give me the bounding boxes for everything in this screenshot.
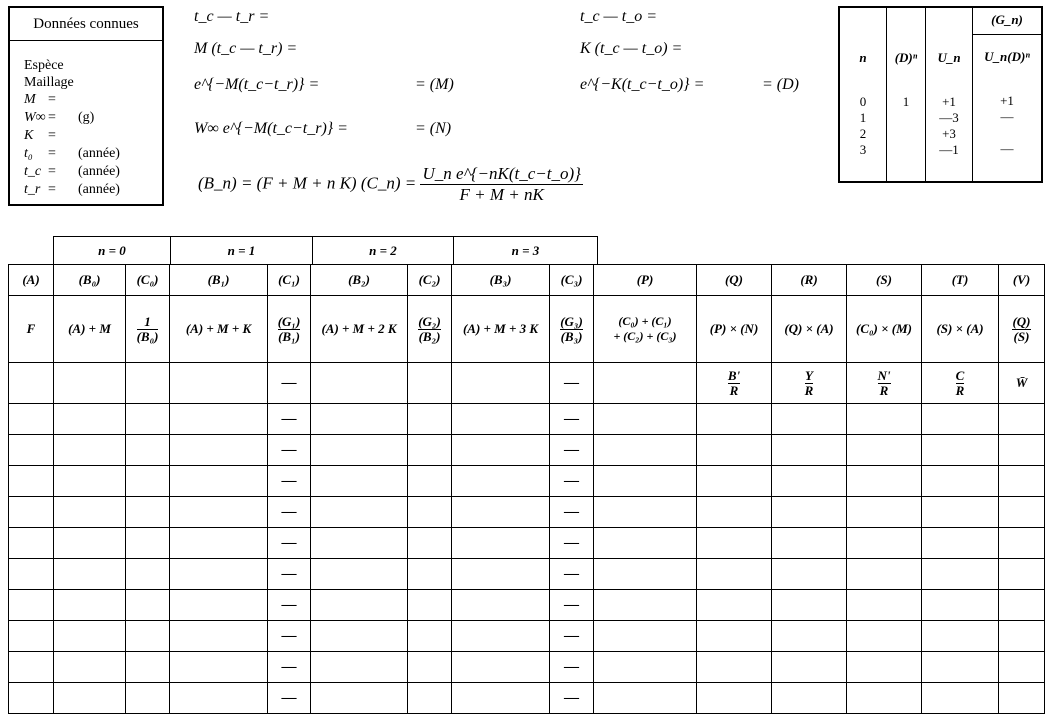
table-cell[interactable] (847, 404, 922, 435)
table-row (9, 466, 1045, 497)
column-label: (C₀) (126, 265, 170, 296)
table-cell[interactable]: — (550, 590, 594, 621)
table-row (9, 404, 1045, 435)
table-cell[interactable] (126, 621, 170, 652)
table-cell[interactable]: — (268, 621, 311, 652)
known-row-m: M = (24, 92, 56, 107)
table-cell[interactable] (999, 621, 1045, 652)
table-cell[interactable] (847, 435, 922, 466)
table-cell[interactable]: — (268, 590, 311, 621)
table-cell[interactable] (999, 466, 1045, 497)
column-formula: F (9, 296, 54, 363)
table-cell[interactable] (594, 497, 697, 528)
table-cell[interactable] (772, 466, 847, 497)
table-cell[interactable] (594, 435, 697, 466)
column-formula: (C₀) + (C₁) + (C₂) + (C₃) (594, 296, 697, 363)
table-cell[interactable] (54, 435, 126, 466)
table-cell[interactable] (126, 466, 170, 497)
formula-exp-m: e^{−M(t_c−t_r)} = (194, 76, 320, 93)
table-cell[interactable] (452, 404, 550, 435)
table-cell[interactable] (594, 652, 697, 683)
table-cell[interactable] (311, 528, 408, 559)
table-cell[interactable] (408, 435, 452, 466)
formula-tc-tr: t_c — t_r = (194, 8, 270, 25)
known-row-species: Espèce (24, 58, 64, 73)
table-cell[interactable] (452, 590, 550, 621)
table-cell[interactable] (170, 652, 268, 683)
table-cell[interactable]: — (550, 559, 594, 590)
table-cell[interactable] (772, 590, 847, 621)
col-n: n 0 1 2 3 (859, 50, 867, 157)
table-cell[interactable] (9, 559, 54, 590)
formula-fraction: $\frac{\text{(G₁)}}{\text{(B₁)}}$ (277, 313, 301, 344)
table-cell[interactable] (126, 559, 170, 590)
table-cell[interactable] (9, 590, 54, 621)
table-cell[interactable] (9, 528, 54, 559)
n-group-1: n = 1 (171, 237, 313, 265)
formula-exp-k-result: = (D) (762, 76, 800, 93)
table-cell[interactable] (408, 528, 452, 559)
table-cell[interactable] (697, 652, 772, 683)
table-cell[interactable] (772, 621, 847, 652)
table-cell[interactable] (999, 652, 1045, 683)
table-cell[interactable] (9, 621, 54, 652)
cell-fraction: $\frac{C}{R}$ (955, 367, 965, 398)
table-cell[interactable] (311, 435, 408, 466)
table-cell[interactable] (922, 652, 999, 683)
table-cell[interactable] (170, 683, 268, 714)
table-cell[interactable]: — (550, 621, 594, 652)
table-cell[interactable] (772, 683, 847, 714)
table-cell[interactable] (408, 683, 452, 714)
column-label: (Q) (697, 265, 772, 296)
column-formula: (P) × (N) (697, 296, 772, 363)
formula-bn: (B_n) = (F + M + n K) (C_n) = $\frac{\text{U\_n e\textasciicircum{}\{−nK(t\_c−t\_o)\}}}{F + M + nK}$ (198, 164, 581, 204)
table-cell[interactable] (311, 652, 408, 683)
table-cell[interactable] (697, 528, 772, 559)
table-cell[interactable] (54, 590, 126, 621)
col-d: (D)ⁿ 1 (887, 7, 926, 182)
table-cell[interactable] (452, 435, 550, 466)
column-label-row (9, 265, 1045, 296)
table-cell[interactable] (9, 435, 54, 466)
formula-k-tc-to: K (t_c — t_o) = (580, 40, 683, 57)
table-row (9, 528, 1045, 559)
formula-m-tc-tr: M (t_c — t_r) = (194, 40, 298, 57)
table-row (9, 497, 1045, 528)
column-label: (B₂) (311, 265, 408, 296)
table-cell[interactable] (697, 590, 772, 621)
table-cell[interactable] (847, 497, 922, 528)
table-cell[interactable] (170, 590, 268, 621)
table-cell[interactable] (697, 435, 772, 466)
table-cell[interactable] (922, 621, 999, 652)
column-formula (408, 296, 452, 363)
table-cell[interactable] (311, 363, 408, 404)
table-cell[interactable] (697, 466, 772, 497)
table-cell[interactable] (772, 435, 847, 466)
table-cell[interactable] (126, 528, 170, 559)
formula-exp-m-result: = (M) (415, 76, 454, 93)
table-cell[interactable] (922, 435, 999, 466)
known-row-mesh: Maillage (24, 75, 74, 90)
column-formula-row (9, 296, 1045, 363)
table-cell[interactable]: — (268, 404, 311, 435)
table-cell[interactable]: — (550, 466, 594, 497)
table-cell[interactable]: — (550, 404, 594, 435)
table-cell[interactable] (170, 435, 268, 466)
n-group-0: n = 0 (54, 237, 171, 265)
table-cell[interactable] (452, 466, 550, 497)
table-cell[interactable] (594, 404, 697, 435)
column-formula: (A) + M (54, 296, 126, 363)
table-row (9, 683, 1045, 714)
table-cell[interactable] (999, 497, 1045, 528)
table-cell[interactable] (999, 435, 1045, 466)
known-row-winf: W∞ = (g) (24, 110, 95, 125)
table-cell[interactable] (9, 466, 54, 497)
column-label: (P) (594, 265, 697, 296)
known-data-title: Données connues (10, 8, 162, 41)
table-cell[interactable] (170, 466, 268, 497)
table-cell[interactable]: — (268, 559, 311, 590)
formula-fraction: $\frac{(Q)}{(S)}$ (1012, 313, 1031, 344)
table-cell[interactable] (54, 683, 126, 714)
table-cell[interactable] (311, 683, 408, 714)
column-label: (B₃) (452, 265, 550, 296)
col-u: U_n +1 —3 +3 —1 (926, 7, 973, 182)
table-cell[interactable] (408, 404, 452, 435)
table-cell[interactable]: — (268, 652, 311, 683)
table-cell[interactable] (9, 652, 54, 683)
table-cell[interactable] (697, 621, 772, 652)
table-cell[interactable] (772, 363, 847, 404)
column-formula: (A) + M + K (170, 296, 268, 363)
table-cell[interactable]: — (550, 683, 594, 714)
table-cell[interactable]: — (268, 528, 311, 559)
n-group-3: n = 3 (454, 237, 598, 265)
column-label: (C₃) (550, 265, 594, 296)
table-cell[interactable] (170, 528, 268, 559)
table-cell[interactable] (772, 652, 847, 683)
table-cell[interactable] (594, 590, 697, 621)
table-cell[interactable] (594, 528, 697, 559)
main-computation-table (8, 264, 1045, 714)
table-cell[interactable] (54, 497, 126, 528)
table-cell[interactable] (999, 590, 1045, 621)
column-label: (T) (922, 265, 999, 296)
column-label: (B₀) (54, 265, 126, 296)
table-cell[interactable] (311, 404, 408, 435)
known-row-k: K = (24, 128, 56, 143)
table-cell[interactable]: — (268, 466, 311, 497)
table-cell[interactable] (922, 559, 999, 590)
table-cell[interactable] (847, 559, 922, 590)
column-formula: (A) + M + 2 K (311, 296, 408, 363)
table-cell[interactable] (54, 466, 126, 497)
column-formula (268, 296, 311, 363)
table-row (9, 435, 1045, 466)
table-cell[interactable] (999, 683, 1045, 714)
formula-tc-to: t_c — t_o = (580, 8, 658, 25)
table-cell[interactable]: W̄ (999, 363, 1045, 404)
column-label: (R) (772, 265, 847, 296)
table-cell[interactable] (847, 621, 922, 652)
table-cell[interactable] (170, 621, 268, 652)
column-label: (S) (847, 265, 922, 296)
table-cell[interactable] (126, 435, 170, 466)
table-cell[interactable] (697, 404, 772, 435)
table-cell[interactable] (54, 528, 126, 559)
col-g: (G_n) U_n(D)ⁿ +1 — — (973, 7, 1043, 182)
column-label: (C₂) (408, 265, 452, 296)
table-cell[interactable] (922, 528, 999, 559)
column-formula (126, 296, 170, 363)
table-cell[interactable] (311, 590, 408, 621)
table-cell[interactable] (452, 683, 550, 714)
table-cell[interactable] (922, 683, 999, 714)
known-row-tc: t_c = (année) (24, 164, 120, 179)
table-cell[interactable]: — (550, 652, 594, 683)
table-cell[interactable] (452, 559, 550, 590)
table-cell[interactable] (126, 497, 170, 528)
formula-winf-exp: W∞ e^{−M(t_c−t_r)} = (194, 120, 348, 137)
n-group-2: n = 2 (313, 237, 454, 265)
table-cell[interactable] (847, 590, 922, 621)
table-cell[interactable]: — (268, 683, 311, 714)
table-cell[interactable] (847, 528, 922, 559)
table-row (9, 363, 1045, 404)
table-cell[interactable] (594, 559, 697, 590)
table-cell[interactable] (54, 652, 126, 683)
table-cell[interactable] (311, 621, 408, 652)
table-cell[interactable]: — (550, 497, 594, 528)
cell-fraction: $\frac{N'}{R}$ (877, 367, 891, 398)
table-cell[interactable] (126, 363, 170, 404)
table-cell[interactable] (9, 683, 54, 714)
table-cell[interactable] (772, 404, 847, 435)
coefficient-table (838, 6, 1043, 183)
formula-fraction: $\frac{\text{(G₃)}}{\text{(B₃)}}$ (560, 313, 583, 344)
table-cell[interactable] (9, 363, 54, 404)
table-cell[interactable] (170, 559, 268, 590)
table-cell[interactable] (999, 404, 1045, 435)
table-cell[interactable] (999, 559, 1045, 590)
table-cell[interactable] (772, 528, 847, 559)
table-cell[interactable] (847, 466, 922, 497)
column-label: (A) (9, 265, 54, 296)
column-formula: (A) + M + 3 K (452, 296, 550, 363)
table-cell[interactable] (9, 404, 54, 435)
table-cell[interactable]: — (550, 528, 594, 559)
table-cell[interactable] (697, 497, 772, 528)
table-cell[interactable] (126, 683, 170, 714)
table-cell[interactable] (772, 497, 847, 528)
column-formula (550, 296, 594, 363)
formula-bn-fraction: $\frac{\text{U\_n e\textasciicircum{}\{−nK(t\_c−t\_o)\}}}{F + M + nK}$ (422, 164, 581, 204)
table-cell[interactable] (54, 559, 126, 590)
table-cell[interactable]: — (550, 435, 594, 466)
table-cell[interactable]: — (268, 497, 311, 528)
table-row (9, 652, 1045, 683)
table-cell[interactable] (452, 528, 550, 559)
table-cell[interactable] (170, 497, 268, 528)
table-cell[interactable] (594, 683, 697, 714)
table-cell[interactable] (452, 652, 550, 683)
n-group-header (53, 236, 598, 264)
table-cell[interactable] (408, 559, 452, 590)
column-formula: (Q) × (A) (772, 296, 847, 363)
table-cell[interactable] (922, 590, 999, 621)
known-data-box (8, 6, 164, 206)
table-cell[interactable] (408, 497, 452, 528)
table-cell[interactable] (126, 652, 170, 683)
known-row-t0: t₀ = (année) (24, 146, 120, 161)
table-cell[interactable] (311, 497, 408, 528)
column-label: (V) (999, 265, 1045, 296)
column-formula (999, 296, 1045, 363)
table-cell[interactable] (9, 497, 54, 528)
table-cell[interactable] (594, 363, 697, 404)
table-row (9, 559, 1045, 590)
cell-fraction: $\frac{B'}{R}$ (727, 367, 741, 398)
table-cell[interactable] (847, 683, 922, 714)
formula-exp-k: e^{−K(t_c−t_o)} = (580, 76, 705, 93)
table-cell[interactable] (697, 363, 772, 404)
table-cell[interactable] (922, 497, 999, 528)
table-cell[interactable]: — (550, 363, 594, 404)
table-cell[interactable] (54, 621, 126, 652)
table-cell[interactable] (697, 683, 772, 714)
table-cell[interactable] (126, 404, 170, 435)
formula-fraction: $\frac{\text{(G₂)}}{\text{(B₂)}}$ (418, 313, 441, 344)
formula-winf-exp-result: = (N) (415, 120, 452, 137)
table-cell[interactable] (594, 466, 697, 497)
table-cell[interactable] (126, 590, 170, 621)
table-cell[interactable] (999, 528, 1045, 559)
table-cell[interactable] (922, 466, 999, 497)
column-label: (C₁) (268, 265, 311, 296)
table-cell[interactable] (452, 621, 550, 652)
known-row-tr: t_r = (année) (24, 182, 120, 197)
table-cell[interactable]: — (268, 435, 311, 466)
table-cell[interactable]: — (268, 363, 311, 404)
table-cell[interactable] (54, 363, 126, 404)
table-row (9, 621, 1045, 652)
table-row (9, 590, 1045, 621)
table-cell[interactable] (847, 363, 922, 404)
table-cell[interactable] (170, 404, 268, 435)
column-label: (B₁) (170, 265, 268, 296)
cell-fraction: $\frac{Y}{R}$ (804, 367, 814, 398)
table-cell[interactable] (697, 559, 772, 590)
formula-fraction: $\frac{1}{\text{(B₀)}}$ (136, 313, 159, 344)
table-cell[interactable] (922, 363, 999, 404)
table-cell[interactable] (311, 559, 408, 590)
table-cell[interactable] (408, 466, 452, 497)
table-cell[interactable] (594, 621, 697, 652)
table-cell[interactable] (408, 363, 452, 404)
table-cell[interactable] (408, 590, 452, 621)
table-cell[interactable] (847, 652, 922, 683)
table-cell[interactable] (452, 363, 550, 404)
table-cell[interactable] (170, 363, 268, 404)
table-cell[interactable] (408, 621, 452, 652)
table-cell[interactable] (922, 404, 999, 435)
column-formula: (C₀) × (M) (847, 296, 922, 363)
table-cell[interactable] (408, 652, 452, 683)
table-cell[interactable] (772, 559, 847, 590)
table-cell[interactable] (311, 466, 408, 497)
table-cell[interactable] (452, 497, 550, 528)
column-formula: (S) × (A) (922, 296, 999, 363)
table-cell[interactable] (54, 404, 126, 435)
